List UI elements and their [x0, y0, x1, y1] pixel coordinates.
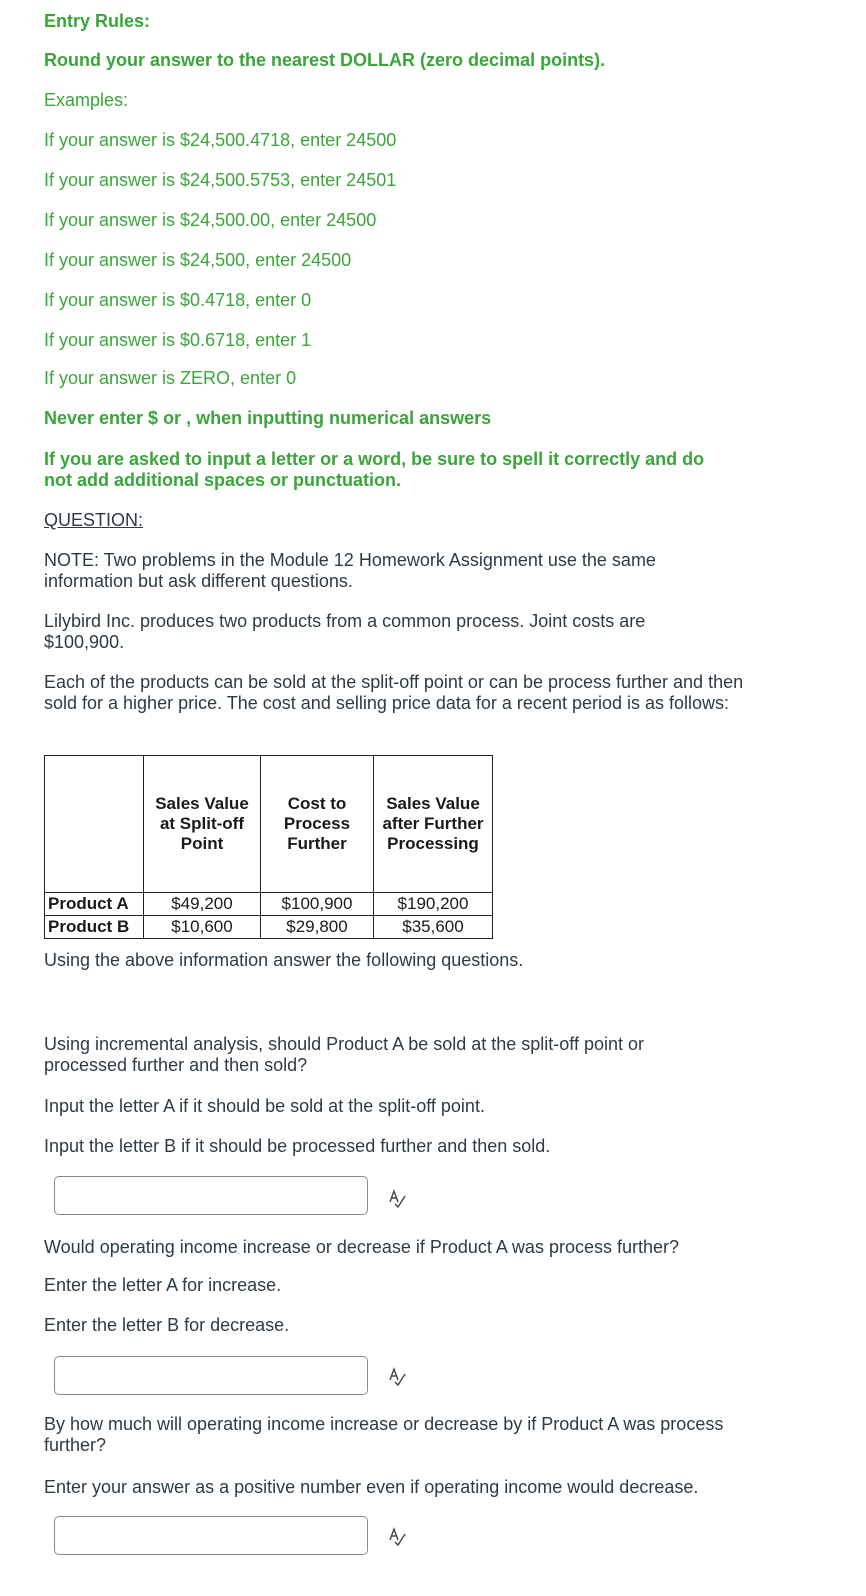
example-item: If your answer is $24,500, enter 24500 [44, 250, 352, 270]
round-rule: Round your answer to the nearest DOLLAR (zero decimal points). [44, 50, 606, 70]
q3-answer-input[interactable] [54, 1516, 368, 1555]
table-cell: $100,900 [261, 893, 374, 916]
spell-check-icon [386, 1187, 408, 1209]
q2-prompt: Would operating income increase or decrease if Product A was process further? [44, 1237, 680, 1257]
question-note: NOTE: Two problems in the Module 12 Homework Assignment use the same information but ask different questions. [44, 550, 656, 591]
q3-prompt: By how much will operating income increase or decrease by if Product A was process further? [44, 1414, 724, 1455]
example-item: If your answer is $24,500.4718, enter 24500 [44, 130, 397, 150]
never-enter-rule: Never enter $ or , when inputting numerical answers [44, 408, 492, 428]
question-intro: Lilybird Inc. produces two products from a common process. Joint costs are $100,900. [44, 611, 646, 652]
example-item: If your answer is $24,500.5753, enter 24501 [44, 170, 397, 190]
spell-check-icon [386, 1525, 408, 1547]
table-cell: Product B [45, 916, 144, 939]
q1-option-b: Input the letter B if it should be processed further and then sold. [44, 1136, 551, 1156]
q3-instruction: Enter your answer as a positive number even if operating income would decrease. [44, 1477, 699, 1497]
table-row [45, 893, 493, 916]
example-item: If your answer is ZERO, enter 0 [44, 368, 297, 388]
q2-answer-input[interactable] [54, 1356, 368, 1395]
cost-data-table [44, 755, 493, 939]
example-item: If your answer is $0.4718, enter 0 [44, 290, 312, 310]
table-header-cell: Sales Value at Split-off Point [144, 756, 261, 893]
table-header-cell: Cost to Process Further [261, 756, 374, 893]
q1-prompt: Using incremental analysis, should Product A be sold at the split-off point or processed further and then sold? [44, 1034, 645, 1075]
example-item: If your answer is $24,500.00, enter 24500 [44, 210, 377, 230]
q1-option-a: Input the letter A if it should be sold at the split-off point. [44, 1096, 485, 1116]
question-description: Each of the products can be sold at the split-off point or can be process further and then sold for a higher price. The cost and selling price data for a recent period is as follows: [44, 672, 744, 713]
q1-answer-input[interactable] [54, 1176, 368, 1215]
table-cell: $29,800 [261, 916, 374, 939]
table-row [45, 916, 493, 939]
example-item: If your answer is $0.6718, enter 1 [44, 330, 312, 350]
spell-check-icon [386, 1365, 408, 1387]
q2-option-b: Enter the letter B for decrease. [44, 1315, 290, 1335]
table-header-cell [45, 756, 144, 893]
entry-rules-heading: Entry Rules: [44, 11, 151, 31]
table-cell: $190,200 [374, 893, 493, 916]
table-header-cell: Sales Value after Further Processing [374, 756, 493, 893]
q2-option-a: Enter the letter A for increase. [44, 1275, 282, 1295]
table-cell: $35,600 [374, 916, 493, 939]
question-heading: QUESTION: [44, 510, 144, 530]
examples-heading: Examples: [44, 90, 129, 110]
table-header-row [45, 756, 493, 893]
after-table-text: Using the above information answer the following questions. [44, 950, 524, 970]
table-cell: Product A [45, 893, 144, 916]
letter-rule: If you are asked to input a letter or a word, be sure to spell it correctly and do not add additional spaces or punctuation. [44, 449, 705, 490]
table-cell: $49,200 [144, 893, 261, 916]
table-cell: $10,600 [144, 916, 261, 939]
